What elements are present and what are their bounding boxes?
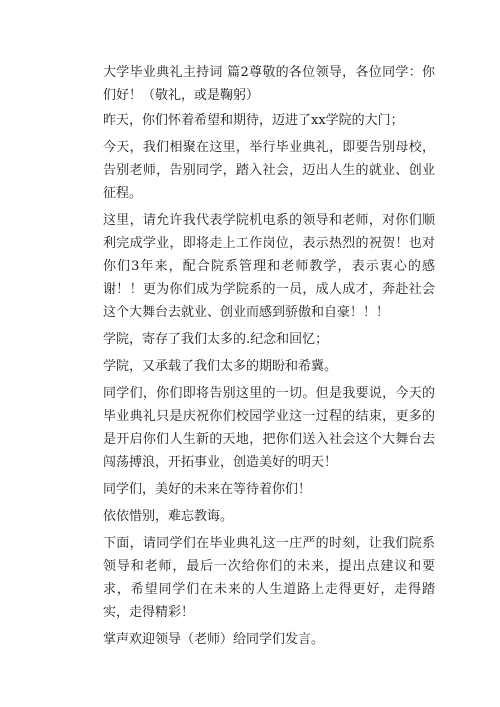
- paragraph-farewell: 同学们，你们即将告别这里的一切。但是我要说，今天的毕业典礼只是庆祝你们校园学业这一过程的结束，更多的是开启你们人生新的天地，把你们送入社会这个大舞台去闯荡搏浪，开拓事业，创造美好的明天！: [103, 386, 435, 470]
- paragraph-future: 同学们，美好的未来在等待着你们！: [103, 482, 312, 497]
- paragraph-title-greeting: 大学毕业典礼主持词 篇2尊敬的各位领导，各位同学：你们好！（敬礼，或是鞠躬）: [103, 65, 435, 103]
- paragraph-memories: 学院，寄存了我们太多的.纪念和回忆；: [103, 332, 329, 347]
- paragraph-congratulations: 这里，请允许我代表学院机电系的领导和老师，对你们顺利完成学业，即将走上工作岗位，表示热烈的祝贺！也对你们3年来，配合院系管理和老师教学，表示衷心的感谢！！更为你们成为学院系的一员，成人成才，奔赴社会这个大舞台去就业、创业而感到骄傲和自豪！！！: [103, 213, 435, 320]
- paragraph-parting: 依依惜别，难忘教诲。: [103, 509, 234, 524]
- paragraph-advice: 下面，请同学们在毕业典礼这一庄严的时刻，让我们院系领导和老师，最后一次给你们的未来，提出点建议和要求，希望同学们在未来的人生道路上走得更好，走得踏实，走得精彩！: [103, 536, 435, 620]
- paragraph-yesterday: 昨天，你们怀着希望和期待，迈进了xx学院的大门；: [103, 113, 404, 128]
- document-body: [103, 61, 435, 655]
- paragraph-today: 今天，我们相聚在这里，举行毕业典礼，即要告别母校，告别老师，告别同学，踏入社会，迈出人生的就业、创业征程。: [103, 140, 435, 201]
- paragraph-hopes: 学院，又承载了我们太多的期盼和希冀。: [103, 359, 338, 374]
- paragraph-applause: 掌声欢迎领导（老师）给同学们发言。: [103, 632, 325, 647]
